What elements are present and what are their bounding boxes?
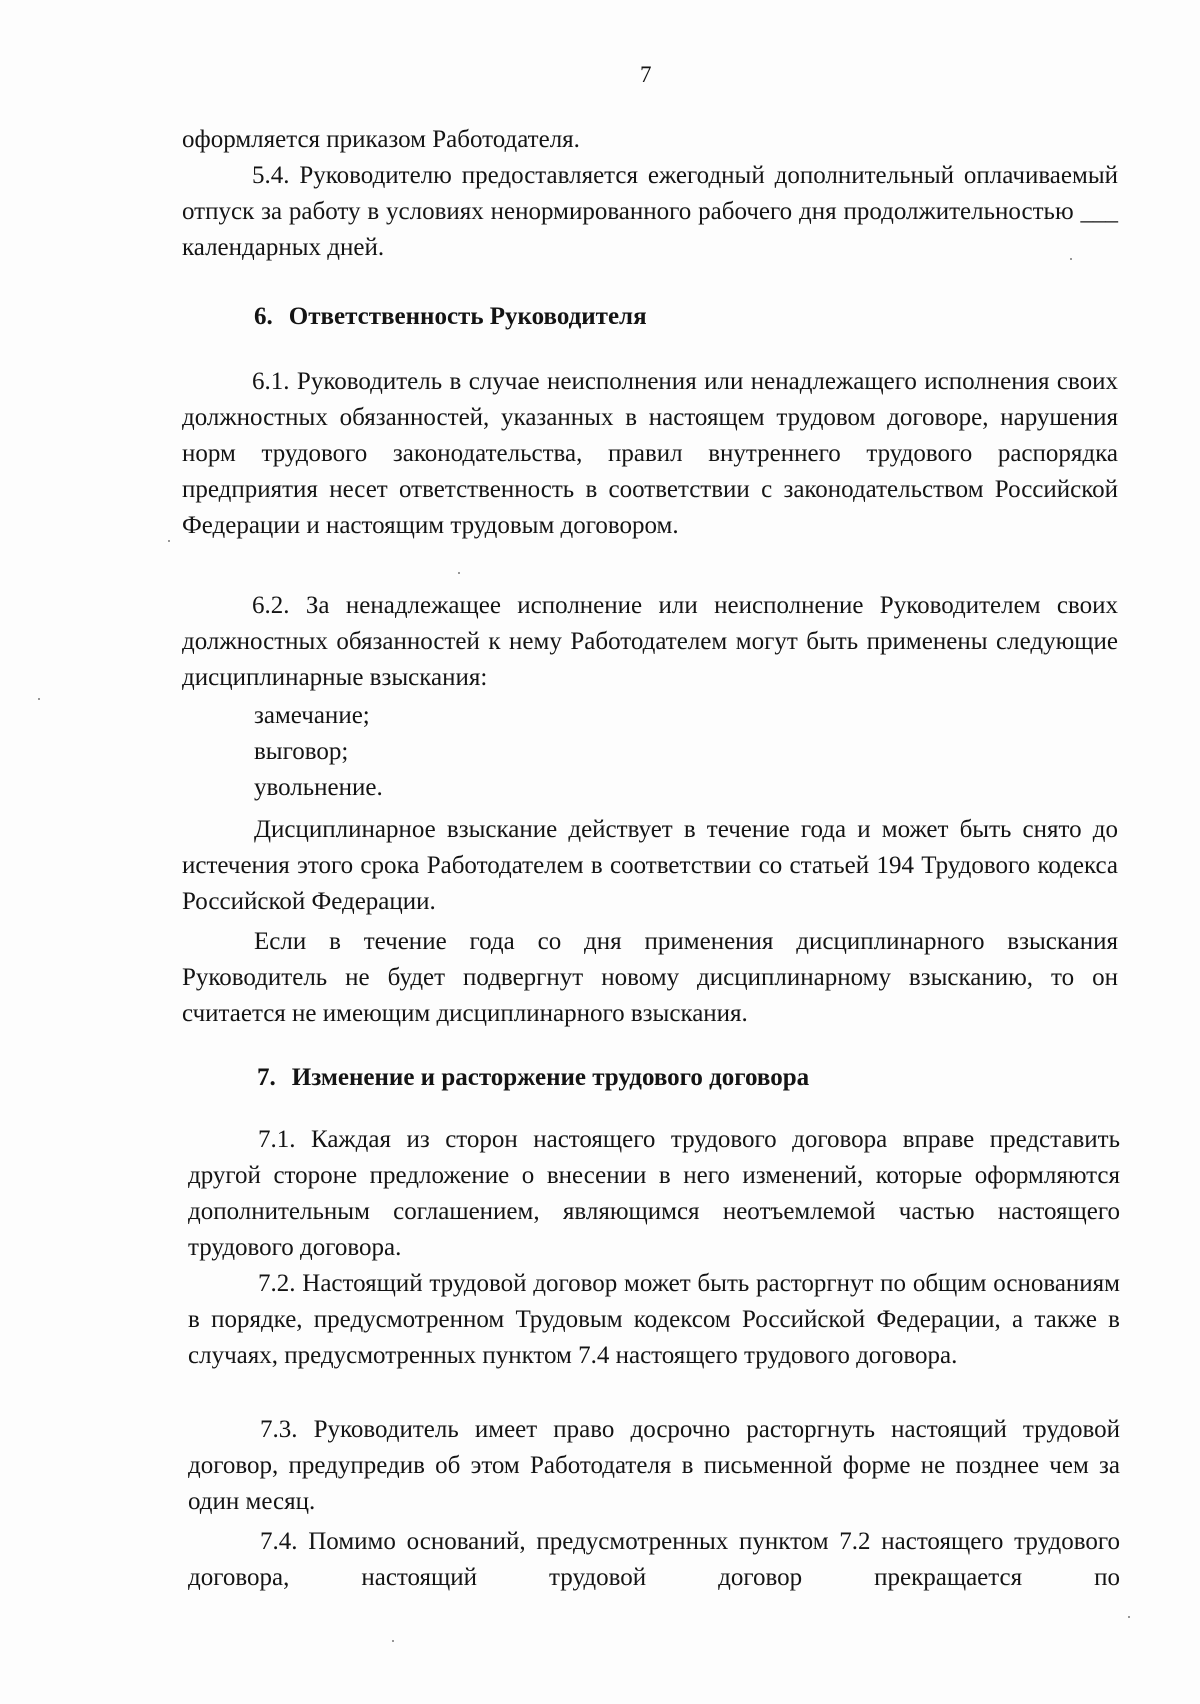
paragraph-6-2: 6.2. За ненадлежащее исполнение или неисполнение Руководителем своих должностных обязанностей к нему Работодателем могут быть применены следующие дисциплинарные взыскания: (182, 592, 1118, 691)
paragraph-7-1: 7.1. Каждая из сторон настоящего трудового договора вправе представить другой стороне предложение о внесении в него изменений, которые оформляются дополнительным соглашением, являющимся неотъемлемой частью настоящего трудового договора. (188, 1126, 1120, 1261)
scan-speck (1128, 1616, 1130, 1618)
paragraph-7-3: 7.3. Руководитель имеет право досрочно расторгнуть настоящий трудовой договор, предупредив об этом Работодателя в письменной форме не позднее чем за один месяц. (188, 1416, 1120, 1515)
paragraph-7-2: 7.2. Настоящий трудовой договор может быть расторгнут по общим основаниям в порядке, предусмотренном Трудовым кодексом Российской Федерации, а также в случаях, предусмотренных пунктом 7.4 настоящего трудового договора. (188, 1270, 1120, 1369)
paragraph-discipline-term: Дисциплинарное взыскание действует в течение года и может быть снято до истечения этого срока Работодателем в соответствии со статьей 194 Трудового кодекса Российской Федерации. (182, 816, 1118, 915)
paragraph-5-4: 5.4. Руководителю предоставляется ежегодный дополнительный оплачиваемый отпуск за работу в условиях ненормированного рабочего дня продолжительностью ___ календарных дней. (182, 162, 1118, 261)
scan-speck (38, 698, 40, 700)
page-number: 7 (640, 62, 652, 87)
penalty-list-item: замечание; (254, 702, 370, 729)
section-7-title: Изменение и расторжение трудового договора (291, 1064, 810, 1091)
penalty-list-item: увольнение. (254, 774, 383, 801)
scan-speck (1070, 258, 1072, 260)
scan-speck (458, 572, 460, 574)
section-6-title: Ответственность Руководителя (288, 303, 647, 330)
scan-speck (392, 1640, 394, 1642)
paragraph-continuation: оформляется приказом Работодателя. (182, 126, 580, 153)
section-6-number: 6. (254, 303, 273, 330)
section-7-heading (257, 1060, 809, 1096)
scan-speck (168, 540, 170, 542)
paragraph-7-4: 7.4. Помимо оснований, предусмотренных пунктом 7.2 настоящего трудового договора, настоящий трудовой договор прекращается по (188, 1528, 1120, 1591)
paragraph-discipline-expiry: Если в течение года со дня применения дисциплинарного взыскания Руководитель не будет подвергнут новому дисциплинарному взысканию, то он считается не имеющим дисциплинарного взыскания. (182, 928, 1118, 1027)
section-6-heading (254, 299, 647, 335)
penalty-list-item: выговор; (254, 738, 349, 765)
paragraph-6-1: 6.1. Руководитель в случае неисполнения или ненадлежащего исполнения своих должностных обязанностей, указанных в настоящем трудовом договоре, нарушения норм трудового законодательства, правил внутреннего трудового распорядка предприятия несет ответственность в соответствии с законодательством Российской Федерации и настоящим трудовым договором. (182, 368, 1118, 539)
section-7-number: 7. (257, 1064, 276, 1091)
